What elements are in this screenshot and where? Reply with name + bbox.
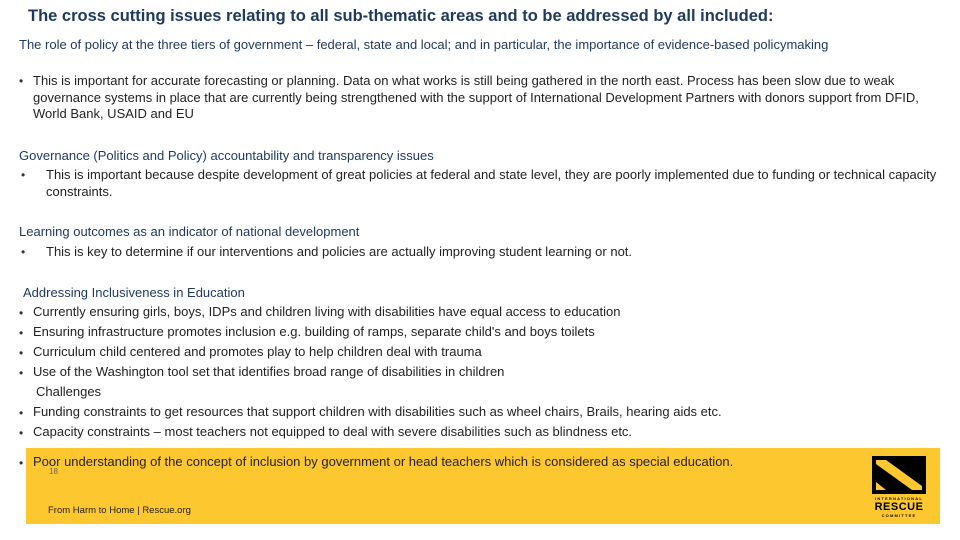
challenge-text: Funding constraints to get resources that support children with disabilities such as wheel chairs, Brails, hearing aids etc. xyxy=(33,404,722,419)
bullet-marker: • xyxy=(19,366,24,380)
bullet-marker: • xyxy=(19,306,24,320)
bullet-marker: • xyxy=(19,406,24,420)
challenge-text: Poor understanding of the concept of inclusion by government or head teachers which is considered as special education. xyxy=(33,454,734,469)
bullet-marker: • xyxy=(21,245,26,259)
irc-logo-mark-icon xyxy=(872,456,926,494)
challenges-subheading: Challenges xyxy=(36,384,102,399)
bullet-marker: • xyxy=(19,74,24,88)
bullet-text: Curriculum child centered and promotes play to help children deal with trauma xyxy=(33,344,482,359)
irc-logo xyxy=(870,456,928,518)
logo-word-rescue: RESCUE xyxy=(874,501,924,513)
bullet-marker: • xyxy=(19,346,24,360)
bullet-text: Ensuring infrastructure promotes inclusion e.g. building of ramps, separate child's and boys toilets xyxy=(33,324,595,339)
bullet-marker: • xyxy=(19,456,24,470)
footer-text: From Harm to Home | Rescue.org xyxy=(48,505,191,516)
bullet-text: Currently ensuring girls, boys, IDPs and children living with disabilities have equal access to education xyxy=(33,304,621,319)
logo-line-committee: COMMITTEE xyxy=(881,513,917,518)
bullet-text: This is important because despite development of great policies at federal and state level, they are poorly implemented due to funding or technical capacity constraints. xyxy=(46,167,937,199)
challenge-text: Capacity constraints – most teachers not equipped to deal with severe disabilities such as blindness etc. xyxy=(33,424,633,439)
section-heading-learning: Learning outcomes as an indicator of national development xyxy=(19,224,360,239)
slide-title: The cross cutting issues relating to all sub-thematic areas and to be addressed by all included: xyxy=(28,7,774,25)
bullet-marker: • xyxy=(21,168,26,182)
bullet-marker: • xyxy=(19,326,24,340)
page-number: 18 xyxy=(49,467,58,476)
section-heading-policy: The role of policy at the three tiers of government – federal, state and local; and in particular, the importance of evidence-based policymaking xyxy=(19,37,829,52)
section-heading-governance: Governance (Politics and Policy) accountability and transparency issues xyxy=(19,148,434,163)
bullet-text: This is key to determine if our interventions and policies are actually improving student learning or not. xyxy=(46,244,633,259)
section-heading-inclusiveness: Addressing Inclusiveness in Education xyxy=(23,285,245,300)
bullet-text: Use of the Washington tool set that identifies broad range of disabilities in children xyxy=(33,364,505,379)
logo-line-international: INTERNATIONAL xyxy=(875,496,923,501)
bullet-marker: • xyxy=(19,426,24,440)
bullet-text: This is important for accurate forecasting or planning. Data on what works is still being gathered in the north east. Process has been slow due to weak governance systems in place that are currently being strengthened with the support of International Development Partners with donors support from DFID, World Bank, USAID and EU xyxy=(33,73,919,121)
